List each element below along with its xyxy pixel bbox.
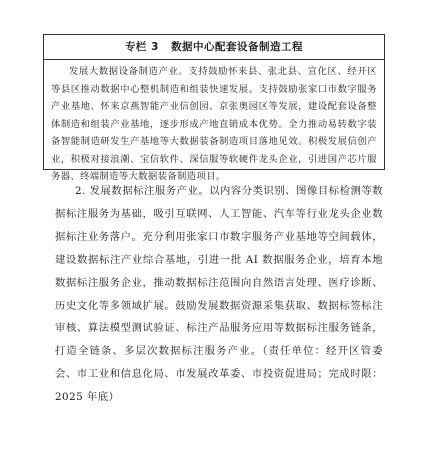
column-label: 专栏 3 (124, 41, 159, 53)
column-body: 发展大数据设备制造产业。支持鼓励怀来县、张北县、宣化区、经开区等县区推动数据中心整机制造和组装快速发展。支持鼓励张家口市数字服务产业基地、怀来京燕智能产业信创园、京张奥园区等发展，建设配套设备整体制造和组装产业基地，逐步形成产地直销成本优势。全力推动易转数字装备智能制造研发生产基地等大数据装备制造项目落地见效。积极发展信创产业，积极对接浪潮、宝信软件、深信服等软硬件龙头企业，引进国产芯片服务器、终端制造等大数据装备制造项目。 (51, 66, 377, 182)
column-heading: 数据中心配套设备制造工程 (171, 41, 304, 53)
column-box (43, 34, 385, 182)
main-paragraph: 2. 发展数据标注服务产业。以内容分类识别、图像目标检测等数据标注服务为基础，吸引互联网、人工智能、汽车等行业龙头企业数据标注业务落户。充分利用张家口市数字服务产业基地等空间载体，建设数据标注产业综合基地，引进一批 AI 数据服务企业，培育本地数据标注服务企业，推动数据标注范围向自然语言处理、医疗诊断、历史文化等多领域扩展。鼓励发展数据资源采集获取、数据标签标注审核、算法模型测试验证、标注产品服务应用等数据标注服务链条，打造全链条、多层次数据标注服务产业。（责任单位：经开区管委会、市工业和信息化局、市发展改革委、市投资促进局；完成时限：2025 年底） (55, 185, 383, 404)
column-title (44, 39, 384, 55)
